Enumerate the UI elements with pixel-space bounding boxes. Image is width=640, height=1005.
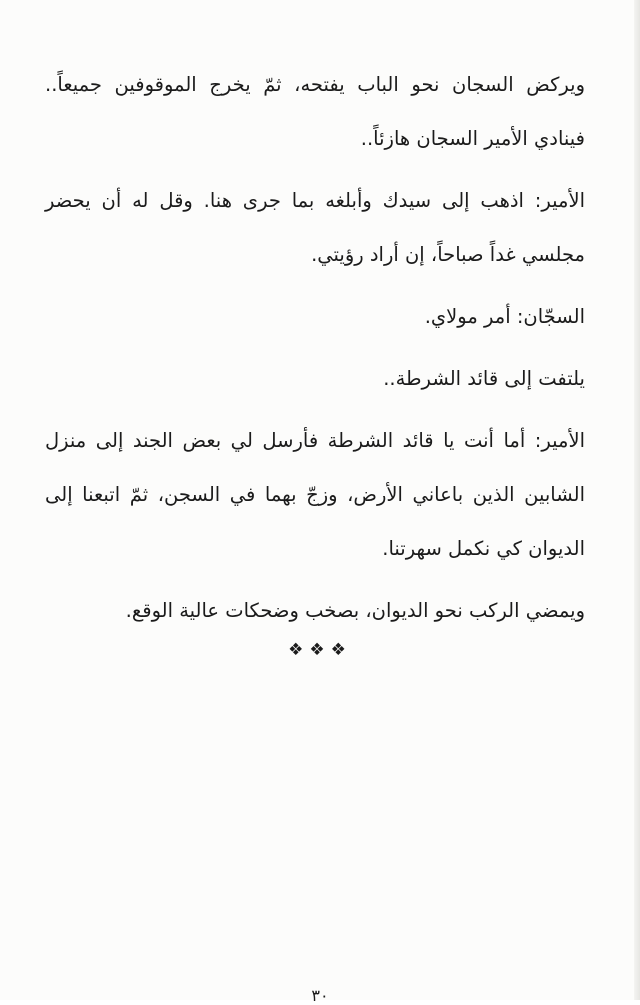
page-edge-shadow bbox=[634, 0, 640, 1000]
paragraph-prince-1: الأمير: اذهب إلى سيدك وأبلغه بما جرى هنا. وقل له أن يحضر مجلسي غداً صباحاً، إن أراد رؤيتي. bbox=[45, 189, 585, 266]
paragraph-stage-direction: يلتفت إلى قائد الشرطة.. bbox=[383, 367, 585, 390]
text-block bbox=[45, 58, 585, 638]
paragraph-gap bbox=[45, 166, 585, 174]
paragraph-jailer: السجّان: أمر مولاي. bbox=[424, 305, 585, 328]
section-ornament: ❖❖❖ bbox=[288, 640, 352, 660]
paragraph-narration-1: ويركض السجان نحو الباب يفتحه، ثمّ يخرج الموقوفين جميعاً.. فينادي الأمير السجان هازئاً.. bbox=[45, 73, 585, 150]
page-number: ٣٠ bbox=[311, 986, 329, 1005]
paragraph-gap bbox=[45, 576, 585, 584]
paragraph-gap bbox=[45, 282, 585, 290]
paragraph-prince-2: الأمير: أما أنت يا قائد الشرطة فأرسل لي بعض الجند إلى منزل الشابين الذين باعاني الأرض، وزجّ بهما في السجن، ثمّ اتبعنا إلى الديوان كي نكمل سهرتنا. bbox=[45, 429, 585, 560]
paragraph-narration-2: ويمضي الركب نحو الديوان، بصخب وضحكات عالية الوقع. bbox=[125, 599, 585, 622]
paragraph-gap bbox=[45, 344, 585, 352]
paragraph-gap bbox=[45, 406, 585, 414]
